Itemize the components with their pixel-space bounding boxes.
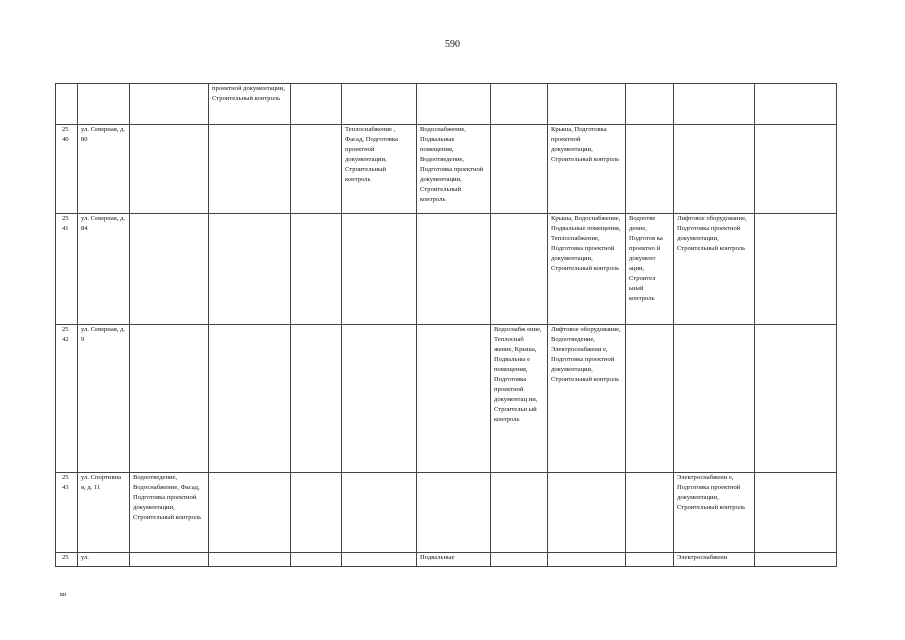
table-cell [491,473,548,553]
table-cell [130,84,209,125]
table-cell [130,553,209,567]
table-cell [755,553,837,567]
table-cell [755,84,837,125]
table-cell: Водоснабжение, Подвальные помещения, Водоотведение, Подготовка проектной документации, Строительный контроль [417,125,491,214]
table-cell [417,473,491,553]
table-cell: Лифтовое оборудование, Водоотведение, Электроснабжени е, Подготовка проектной документации, Строительный контроль [548,325,626,473]
table-row [56,473,837,553]
table-cell: Водоотведение, Водоснабжение, Фасад, Подготовка проектной документации, Строительный контроль [130,473,209,553]
table-cell [130,125,209,214]
table-cell [626,125,674,214]
footer-mark: ви [60,592,67,598]
table-cell [291,473,342,553]
table-cell: Электроснабжени [674,553,755,567]
table-cell: Лифтовое оборудование, Подготовка проектной документации, Строительный контроль [674,214,755,325]
table-cell [674,84,755,125]
address-cell: ул. [78,553,130,567]
row-number-cell [56,84,78,125]
repair-schedule-table [55,83,837,567]
address-cell: ул. Северная, д. 84 [78,214,130,325]
table-cell: Электроснабжени е, Подготовка проектной документации, Строительный контроль [674,473,755,553]
page-number: 590 [445,39,460,50]
table-cell [674,325,755,473]
table-cell [626,473,674,553]
table-cell: Подвальные [417,553,491,567]
table-row [56,84,837,125]
address-cell: ул. Спортивна я, д. 11 [78,473,130,553]
table-row [56,214,837,325]
table-cell [209,125,291,214]
table-cell [291,84,342,125]
table-cell [548,553,626,567]
table-cell [626,553,674,567]
row-number-cell: 25 [56,553,78,567]
table-cell [548,473,626,553]
table-cell [491,553,548,567]
table-cell [491,214,548,325]
row-number-cell: 25 41 [56,214,78,325]
row-number-cell: 25 40 [56,125,78,214]
table-cell [342,214,417,325]
table-cell [209,473,291,553]
address-cell: ул. Северная, д. 9 [78,325,130,473]
table-cell [417,214,491,325]
table-cell [209,325,291,473]
table-cell [291,214,342,325]
table-cell [674,125,755,214]
table-cell [755,473,837,553]
table-cell [209,553,291,567]
table-cell [291,125,342,214]
table-cell [291,325,342,473]
table-cell [417,325,491,473]
table-cell [342,553,417,567]
address-cell [78,84,130,125]
table-cell [548,84,626,125]
table-cell [342,84,417,125]
table-cell [755,325,837,473]
table-cell [417,84,491,125]
table-cell [209,214,291,325]
table-row [56,553,837,567]
table-cell [755,214,837,325]
table-cell [130,214,209,325]
table-cell: Водоснабж ение, Теплоснаб жение, Крыша, Подвальны е помещения, Подготовка проектной документац ии, Строительн ый контроль [491,325,548,473]
table-cell [342,325,417,473]
table-cell: Крыша, Водоснабжение, Подвальные помещения, Теплоснабжение, Подготовка проектной документации, Строительный контроль [548,214,626,325]
row-number-cell: 25 43 [56,473,78,553]
table-cell [491,84,548,125]
table-cell: проектной документации, Строительный контроль [209,84,291,125]
table-cell: Теплоснабжение , Фасад, Подготовка проектной документации, Строительный контроль [342,125,417,214]
table-cell [755,125,837,214]
address-cell: ул. Северная, д. 80 [78,125,130,214]
table-cell [626,84,674,125]
table-cell [130,325,209,473]
table-cell [626,325,674,473]
table-cell [291,553,342,567]
table-cell: Водоотве дение, Подготов ка проектно й документ ации, Строител ьный контроль [626,214,674,325]
table-cell: Крыша, Подготовка проектной документации, Строительный контроль [548,125,626,214]
table-cell [342,473,417,553]
table-row [56,325,837,473]
row-number-cell: 25 42 [56,325,78,473]
table-cell [491,125,548,214]
table-row [56,125,837,214]
